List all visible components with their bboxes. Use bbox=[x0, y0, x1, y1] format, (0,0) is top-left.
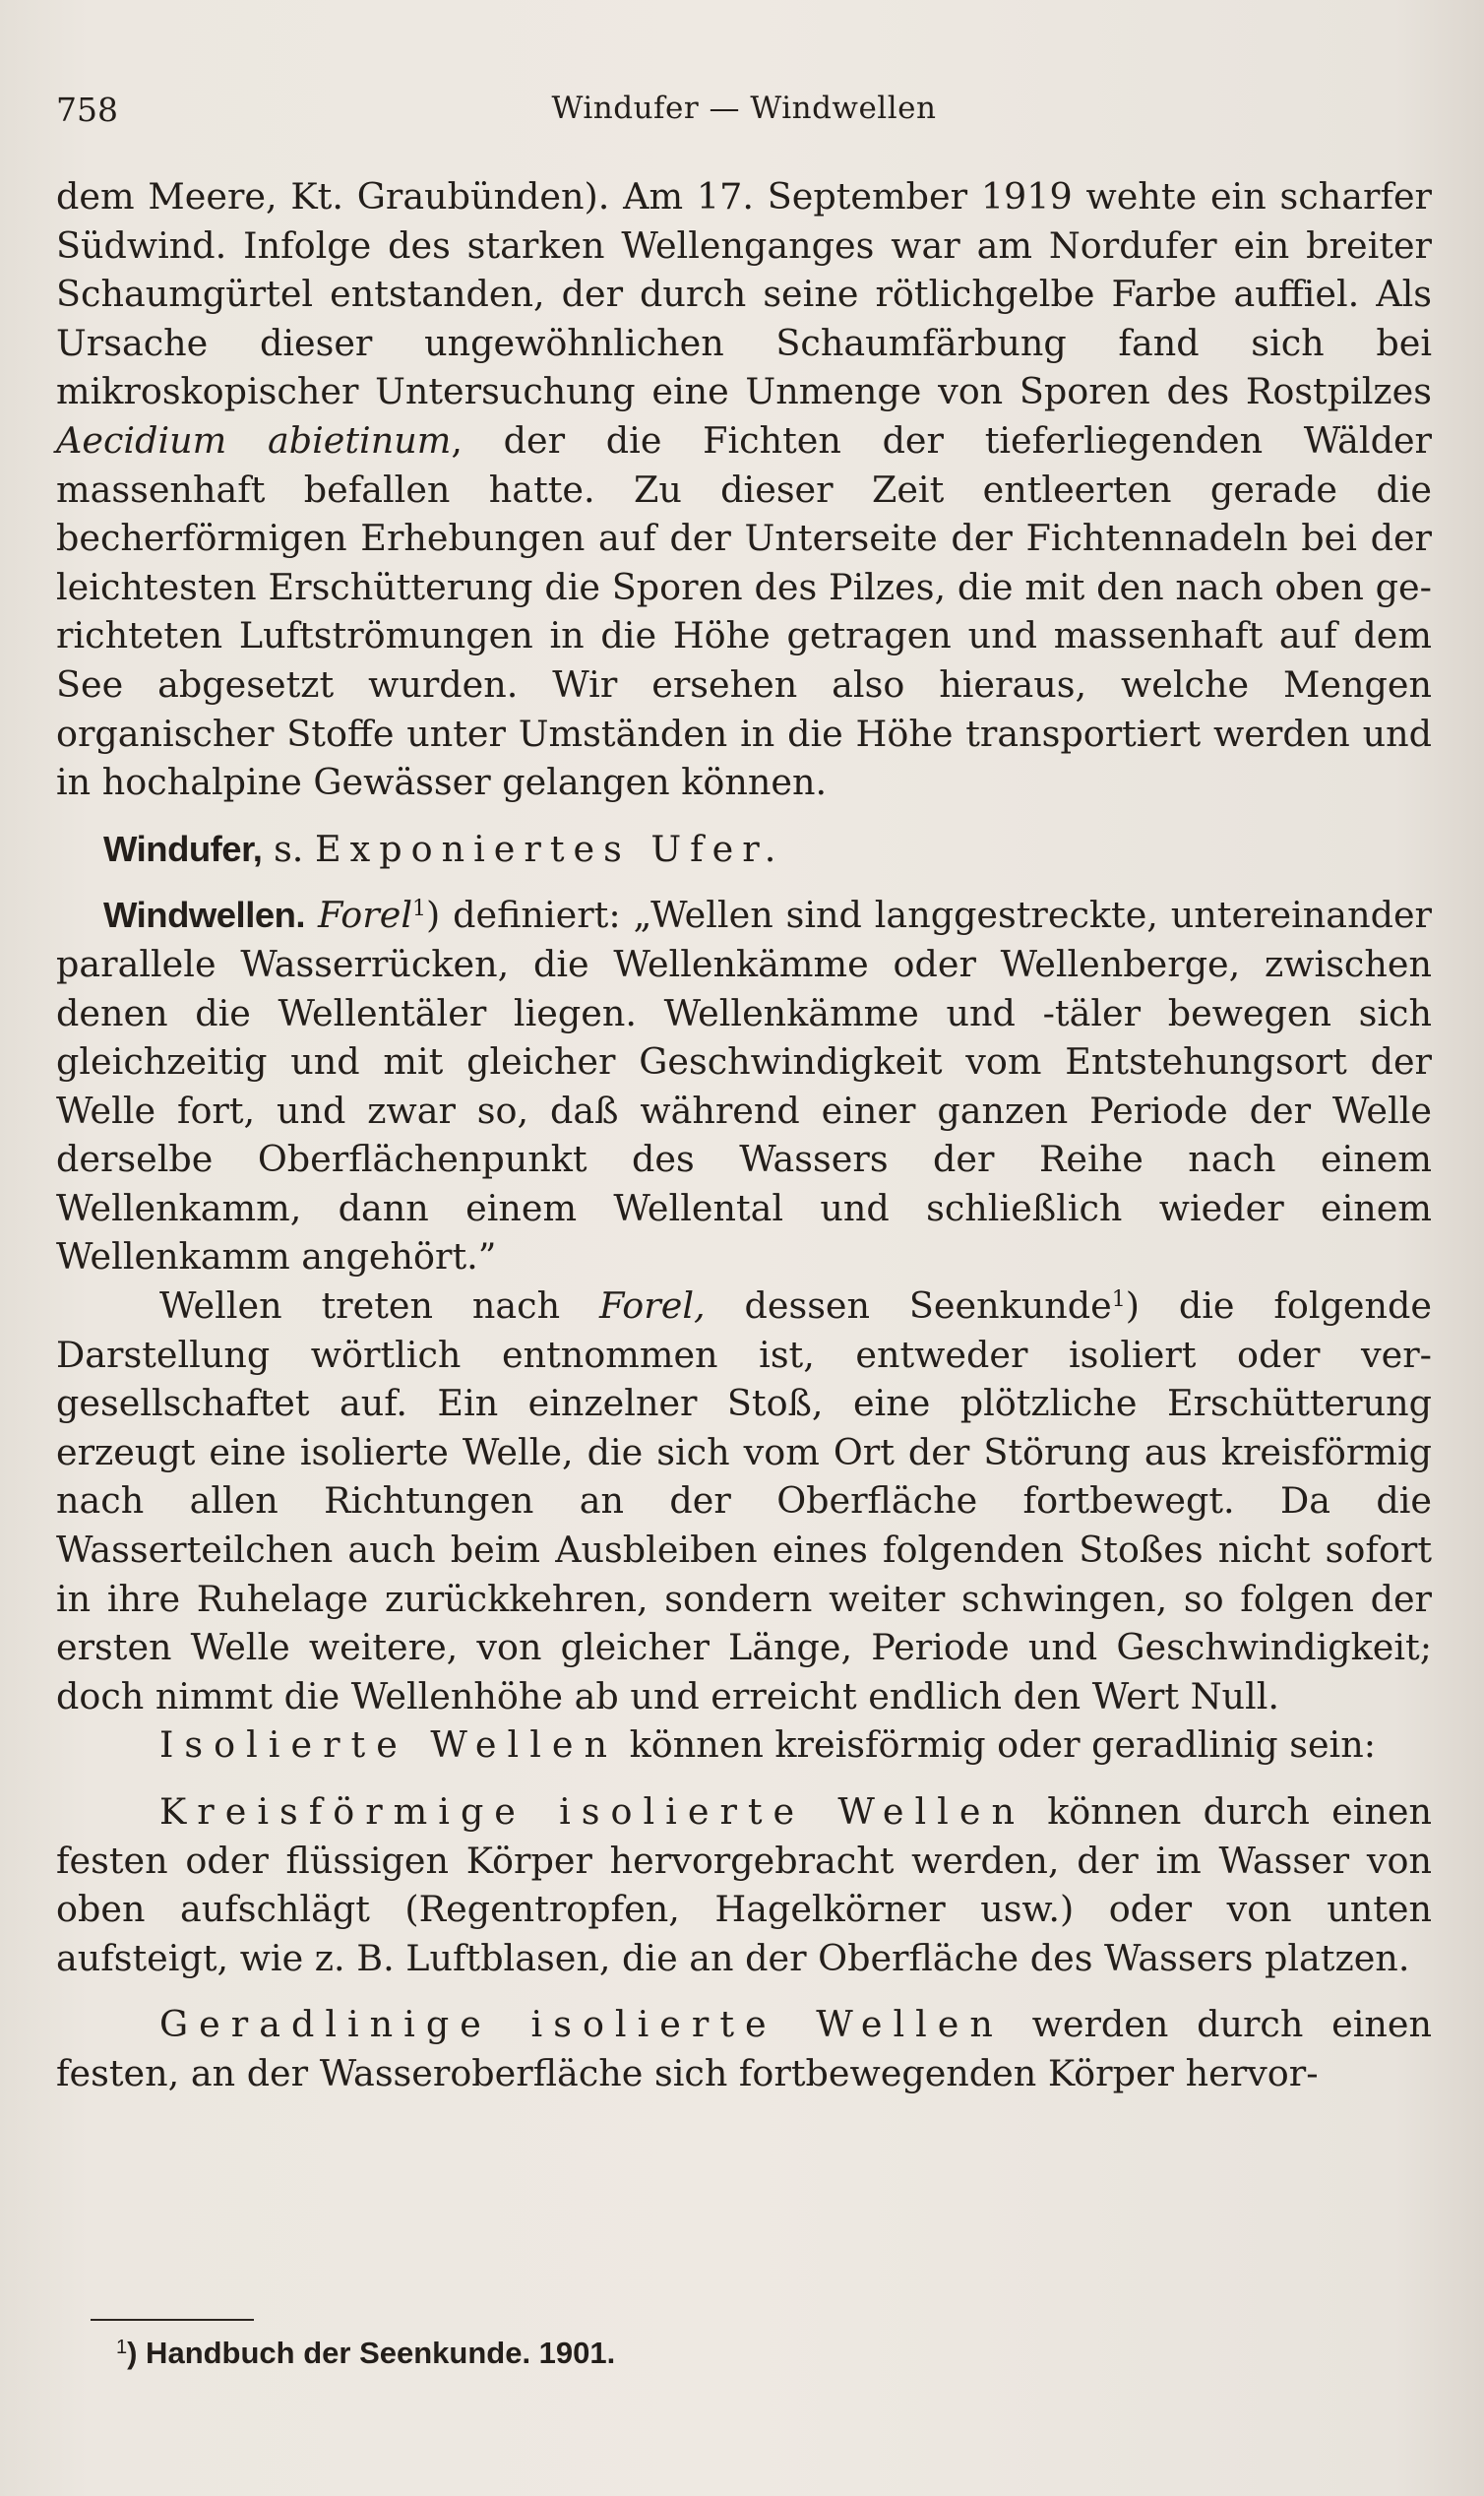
page-header bbox=[56, 83, 1432, 142]
paragraph-linear-waves bbox=[56, 2000, 1432, 2097]
entry-term: Windwellen. bbox=[103, 895, 306, 936]
paragraph-isolated-waves bbox=[56, 1720, 1432, 1770]
footnote-text: ) Handbuch der Seenkunde. 1901. bbox=[127, 2336, 616, 2370]
spaced-term: Isolierte Wellen bbox=[159, 1723, 618, 1767]
spaced-term: Geradlinige isolierte Wellen bbox=[159, 2003, 1004, 2046]
footnote-mark: 1 bbox=[412, 897, 426, 922]
author-name: Forel bbox=[317, 894, 412, 937]
spaced-term: Kreisförmige isolierte Wellen bbox=[159, 1790, 1025, 1833]
footnote bbox=[116, 2336, 615, 2371]
footnote-divider bbox=[91, 2319, 254, 2321]
paragraph-text: können kreisförmig oder geradlinig sein: bbox=[629, 1723, 1377, 1767]
body-text bbox=[56, 172, 1432, 2098]
author-name: Forel, bbox=[598, 1284, 706, 1328]
paragraph-continuation bbox=[56, 172, 1432, 807]
paragraph-text: können durch einen festen oder flüssigen Körper hervorgebracht werden, der im Wasser von oben aufschlägt (Regentropfen, Hagelkörner usw.) oder von unten aufsteigt, wie z. B. Luftblasen, die an der Oberfläche des Wassers platzen. bbox=[56, 1790, 1432, 1979]
footnote-mark: 1 bbox=[1111, 1287, 1126, 1313]
entry-windufer bbox=[56, 825, 1432, 874]
entry-windwellen bbox=[56, 891, 1432, 1281]
paragraph-text: dem Meere, Kt. Graubünden). Am 17. September 1919 wehte ein scharfer Südwind. Infolge des starken Wellenganges war am Nordufer ein breiter Schaumgürtel entstanden, der durch seine rötlichgelbe Farbe auffiel. Als Ursache dieser ungewöhnlichen Schaumfärbung fand sich bei mikroskopischer Untersuchung eine Unmenge von Sporen des Rostpilzes bbox=[56, 175, 1432, 413]
cross-reference: Exponiertes Ufer. bbox=[315, 827, 785, 870]
paragraph-text: , der die Fichten der tieferliegenden Wälder massenhaft befallen hatte. Zu dieser Zeit entleerten gerade die becherförmigen Erhebungen auf der Unterseite der Fichtennadeln bei der leichtesten Erschütterung die Sporen des Pilzes, die mit den nach oben gerichteten Luftströmungen in die Höhe getragen und massenhaft auf dem See abgesetzt wurden. Wir ersehen also hieraus, welche Mengen organischer Stoffe unter Umständen in die Höhe transportiert werden und in hochalpine Gewässer gelangen können. bbox=[56, 418, 1433, 804]
paragraph-text: Wellen treten nach bbox=[159, 1284, 561, 1328]
see-reference: s. bbox=[274, 827, 304, 870]
paragraph-circular-waves bbox=[56, 1787, 1432, 1982]
running-title: Windufer — Windwellen bbox=[551, 91, 937, 126]
footnote-mark: 1 bbox=[116, 2337, 128, 2358]
paragraph-text: werden durch einen festen, an der Wasseroberfläche sich fortbewegenden Körper hervor- bbox=[56, 2003, 1432, 2094]
entry-text: ) definiert: „Wellen sind langgestreckte, untereinander parallele Wasserrücken, die Wellenkämme oder Wellenberge, zwischen denen die Wellentäler liegen. Wellenkämme und -täler bewegen sich gleichzeitig und mit gleicher Geschwindigkeit vom Entstehungsort der Welle fort, und zwar so, daß während einer ganzen Periode der Welle derselbe Oberflächenpunkt des Wassers der Reihe nach einem Wellenkamm, dann einem Wellental und schließlich wieder einem Wellenkamm angehört.” bbox=[56, 894, 1432, 1279]
paragraph-forel bbox=[56, 1281, 1432, 1720]
paragraph-text: ) die folgende Darstellung wörtlich entnommen ist, entweder isoliert oder vergesellschaftet auf. Ein einzelner Stoß, eine plötzliche Erschütterung erzeugt eine isolierte Welle, die sich vom Ort der Störung aus kreisförmig nach allen Richtungen an der Oberfläche fortbewegt. Da die Wasserteilchen auch beim Ausbleiben eines folgenden Stoßes nicht sofort in ihre Ruhelage zurückkehren, sondern weiter schwingen, so folgen der ersten Welle weitere, von gleicher Länge, Periode und Geschwindigkeit; doch nimmt die Wellenhöhe ab und erreicht endlich den Wert Null. bbox=[56, 1284, 1432, 1717]
species-name: Aecidium abietinum bbox=[56, 418, 452, 462]
page-number: 758 bbox=[56, 91, 118, 129]
paragraph-text: dessen Seenkunde bbox=[744, 1284, 1112, 1328]
entry-term: Windufer, bbox=[103, 828, 263, 869]
